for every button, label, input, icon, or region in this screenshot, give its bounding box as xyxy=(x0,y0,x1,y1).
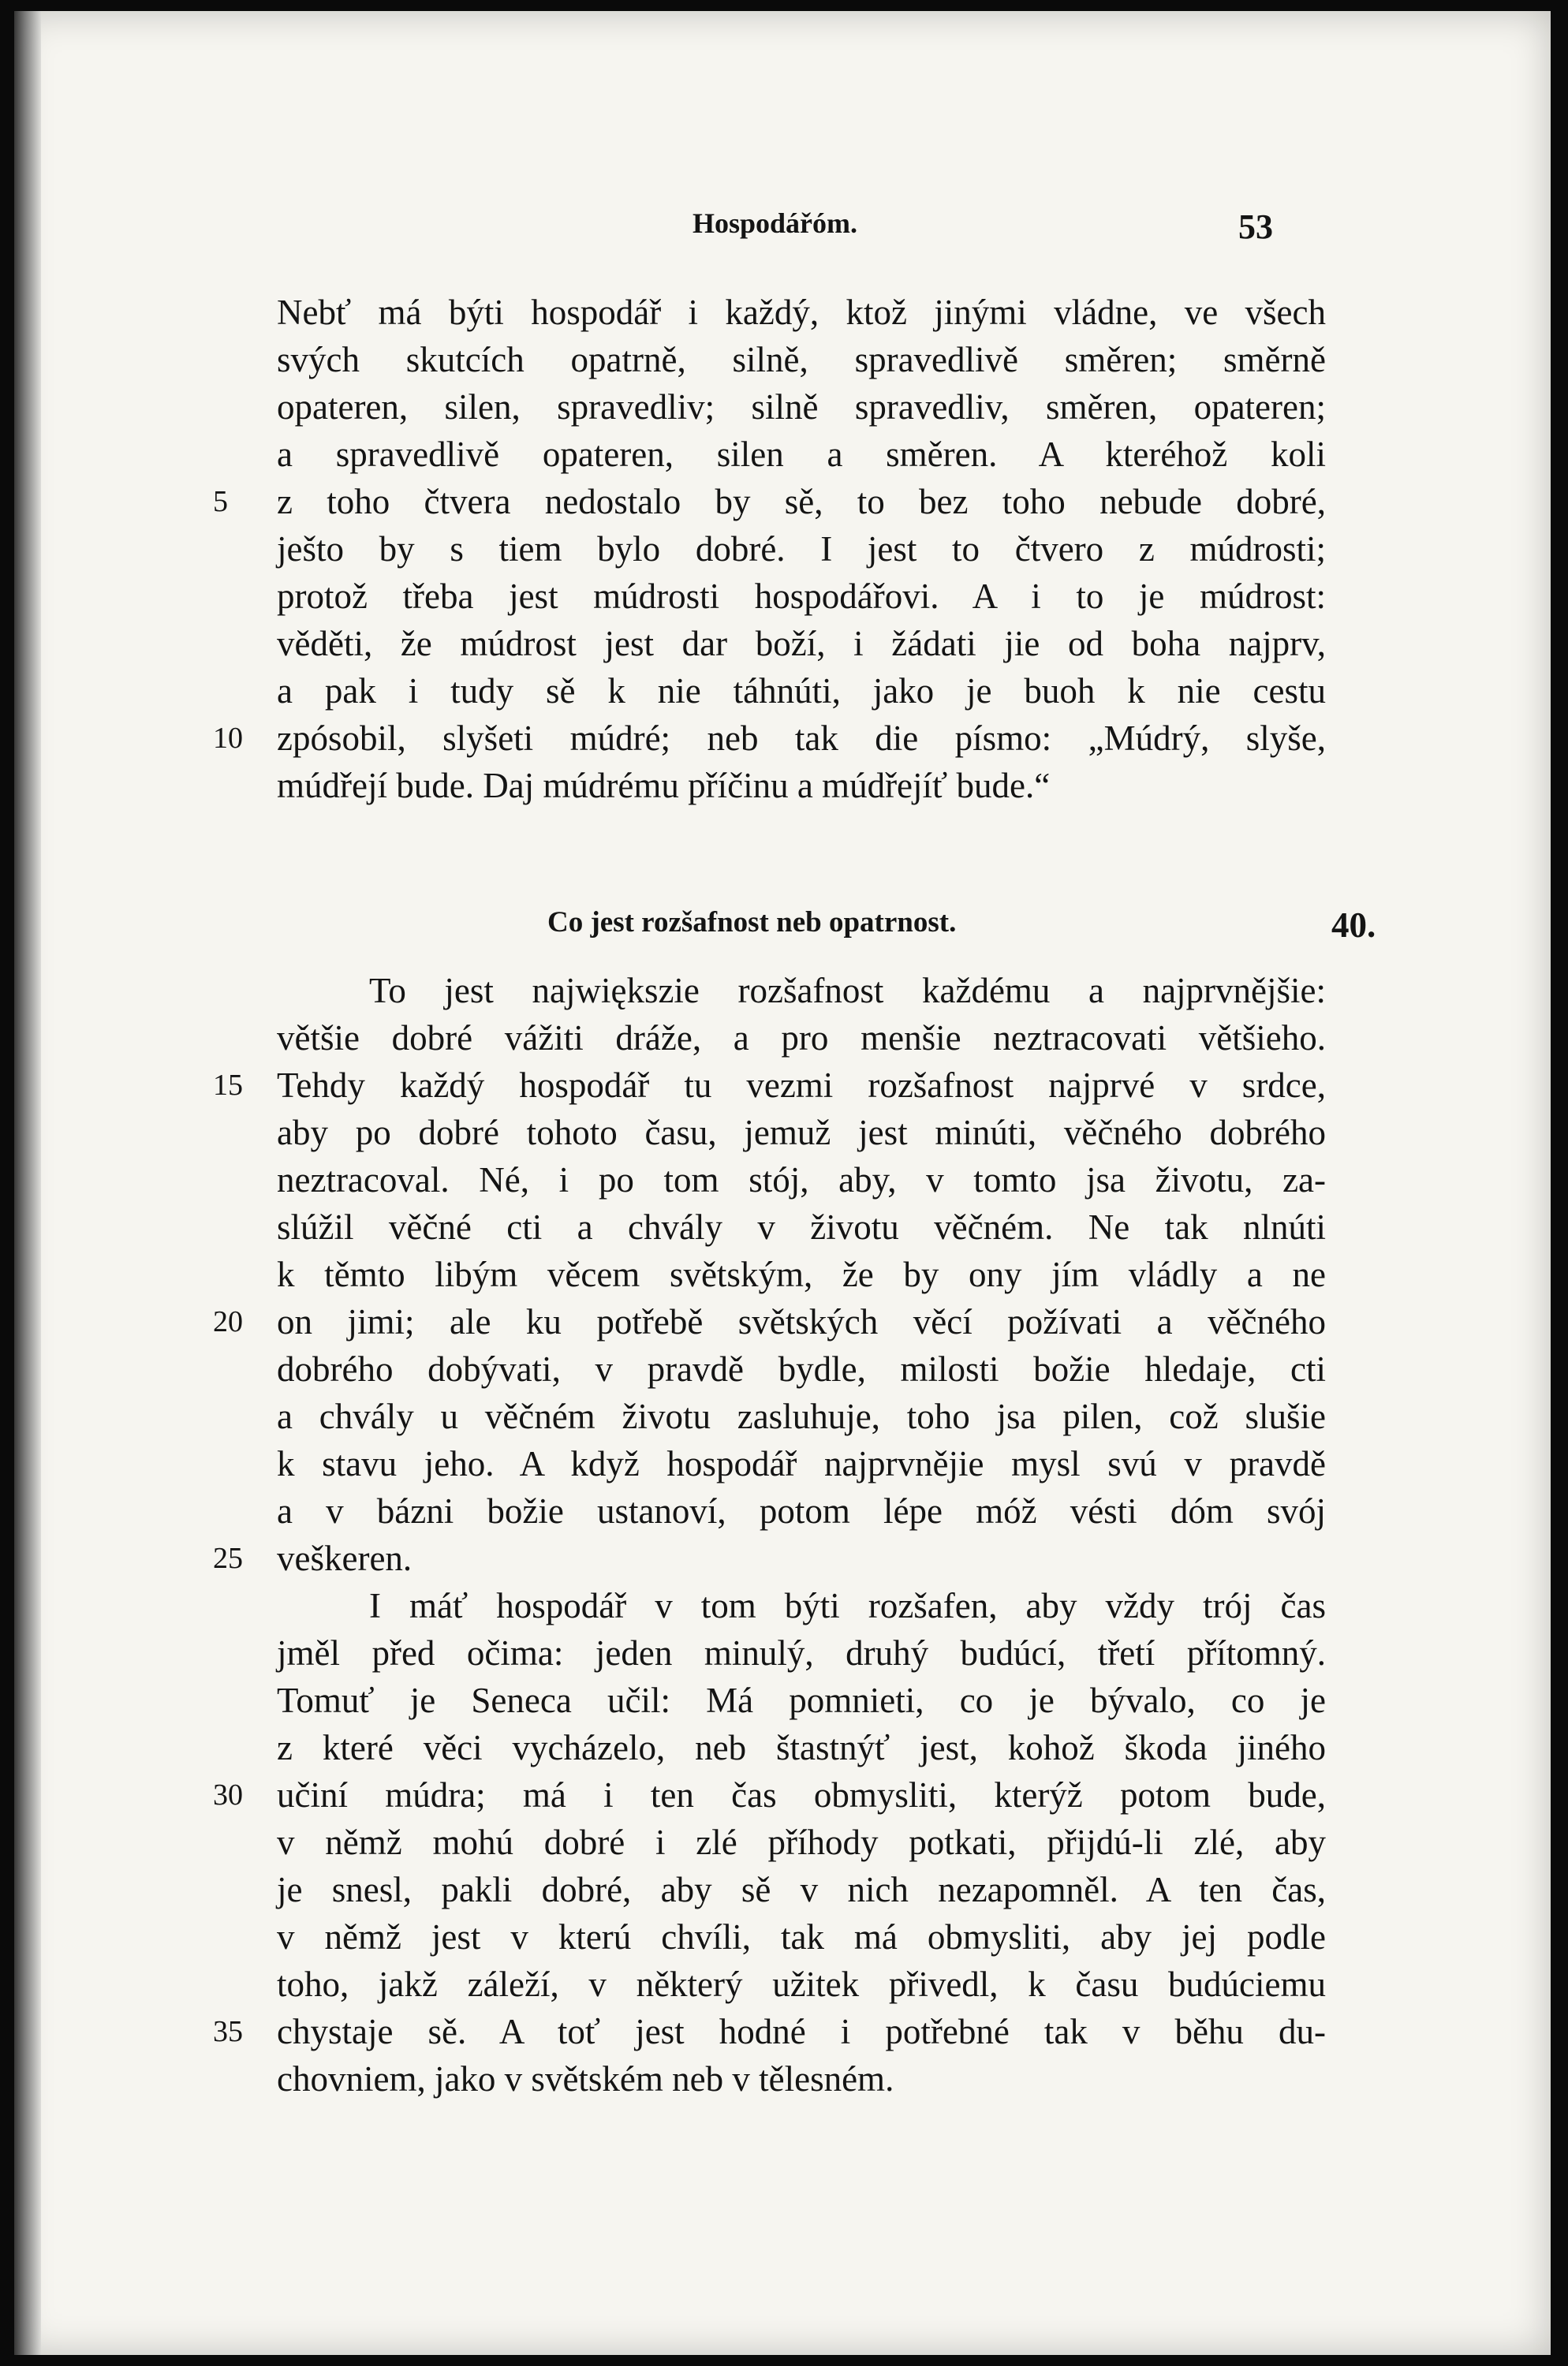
text-line: chystaje sě. A toť jest hodné i potřebné tak v běhu du- xyxy=(277,2012,1326,2051)
text-line: Tomuť je Seneca učil: Má pomnieti, co je bývalo, co je xyxy=(277,1681,1326,1720)
text-line: a spravedlivě opateren, silen a směren. A kteréhož koli xyxy=(277,435,1326,474)
line-number: 5 xyxy=(213,485,228,518)
text-line: Nebť má býti hospodář i každý, ktož jinými vládne, ve všech xyxy=(277,293,1326,332)
section-number: 40. xyxy=(1331,905,1376,945)
text-line: z toho čtvera nedostalo by sě, to bez toho nebude dobré, xyxy=(277,482,1326,521)
text-line: I máť hospodář v tom býti rozšafen, aby vždy trój čas xyxy=(369,1586,1326,1625)
text-line: slúžil věčné cti a chvály v životu věčném. Ne tak nlnúti xyxy=(277,1207,1326,1247)
text-line: aby po dobré tohoto času, jemuž jest minúti, věčného dobrého xyxy=(277,1113,1326,1152)
text-line: věděti, že múdrost jest dar boží, i žádati jie od boha najprv, xyxy=(277,624,1326,663)
text-line: k těmto libým věcem světským, že by ony jím vládly a ne xyxy=(277,1255,1326,1294)
text-line: ješto by s tiem bylo dobré. I jest to čtvero z múdrosti; xyxy=(277,529,1326,569)
line-number: 10 xyxy=(213,722,243,755)
text-line: múdřejí bude. Daj múdrému příčinu a múdřejíť bude.“ xyxy=(277,766,1051,805)
line-number: 30 xyxy=(213,1778,243,1812)
text-line: To jest największie rozšafnost každému a najprvnějšie: xyxy=(369,971,1326,1010)
text-line: on jimi; ale ku potřebě světských věcí požívati a věčného xyxy=(277,1302,1326,1342)
text-line: zpósobil, slyšeti múdré; neb tak die písmo: „Múdrý, slyše, xyxy=(277,718,1326,758)
text-line: učiní múdra; má i ten čas obmysliti, kterýž potom bude, xyxy=(277,1775,1326,1815)
line-number: 35 xyxy=(213,2015,243,2048)
text-line: většie dobré vážiti dráže, a pro menšie neztracovati většieho. xyxy=(277,1018,1326,1058)
text-line: protož třeba jest múdrosti hospodářovi. A i to je múdrost: xyxy=(277,577,1326,616)
text-line: a pak i tudy sě k nie táhnúti, jako je buoh k nie cestu xyxy=(277,671,1326,711)
text-line: chovniem, jako v světském neb v tělesném. xyxy=(277,2059,894,2099)
running-title: Hospodářóm. xyxy=(693,207,858,239)
section-heading: Co jest rozšafnost neb opatrnost. xyxy=(547,906,957,939)
text-line: dobrého dobývati, v pravdě bydle, milosti božie hledaje, cti xyxy=(277,1349,1326,1389)
text-line: a chvály u věčném životu zasluhuje, toho jsa pilen, což slušie xyxy=(277,1397,1326,1436)
binding-edge xyxy=(14,11,41,2355)
line-number: 20 xyxy=(213,1305,243,1338)
text-line: Tehdy každý hospodář tu vezmi rozšafnost najprvé v srdce, xyxy=(277,1065,1326,1105)
text-line: k stavu jeho. A když hospodář najprvnějie mysl svú v pravdě xyxy=(277,1444,1326,1483)
text-line: toho, jakž záleží, v některý užitek přivedl, k času budúciemu xyxy=(277,1965,1326,2004)
text-line: svých skutcích opatrně, silně, spravedlivě směren; směrně xyxy=(277,340,1326,379)
text-line: v němž mohú dobré i zlé příhody potkati, přijdú-li zlé, aby xyxy=(277,1823,1326,1862)
line-number: 25 xyxy=(213,1542,243,1575)
line-number: 15 xyxy=(213,1069,243,1102)
text-line: z které věci vycházelo, neb štastnýť jest, kohož škoda jiného xyxy=(277,1728,1326,1767)
book-page xyxy=(14,11,1551,2355)
text-line: opateren, silen, spravedliv; silně spravedliv, směren, opateren; xyxy=(277,387,1326,427)
text-line: veškeren. xyxy=(277,1539,413,1578)
text-line: jměl před očima: jeden minulý, druhý budúcí, třetí přítomný. xyxy=(277,1633,1326,1673)
text-line: je snesl, pakli dobré, aby sě v nich nezapomněl. A ten čas, xyxy=(277,1870,1326,1909)
page-number: 53 xyxy=(1238,207,1273,246)
text-line: a v bázni božie ustanoví, potom lépe móž vésti dóm svój xyxy=(277,1491,1326,1531)
text-line: neztracoval. Né, i po tom stój, aby, v tomto jsa životu, za- xyxy=(277,1160,1326,1200)
text-line: v němž jest v kterú chvíli, tak má obmysliti, aby jej podle xyxy=(277,1917,1326,1957)
